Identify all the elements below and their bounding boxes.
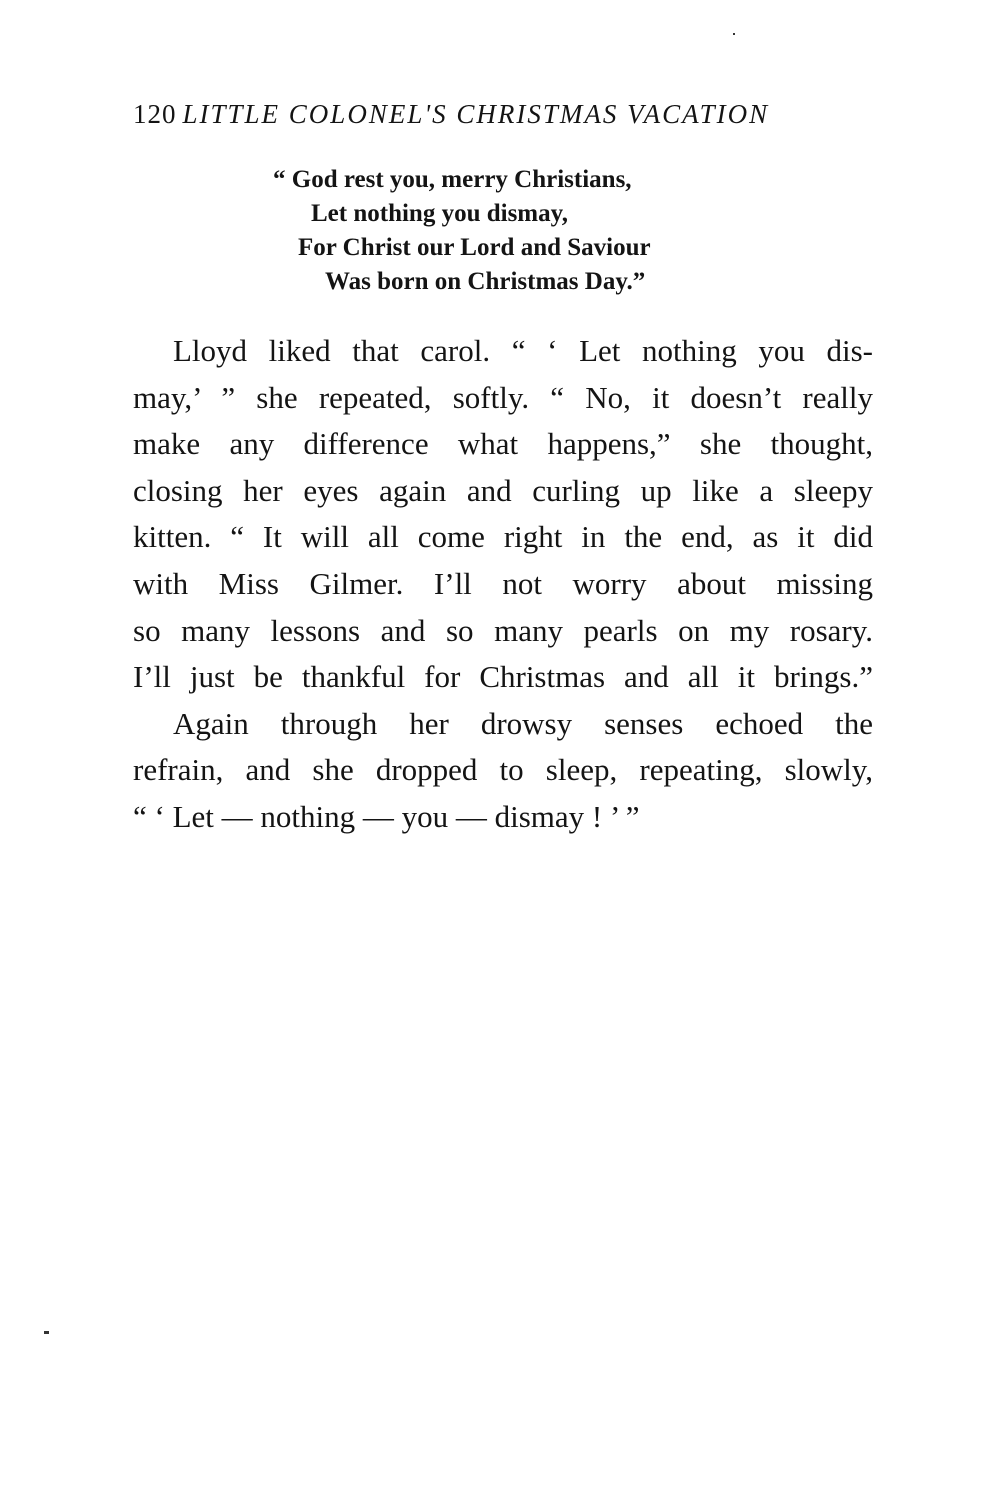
text-line: with Miss Gilmer. I’ll not worry about missing: [133, 565, 873, 601]
body-text: [133, 328, 873, 841]
text-line: Lloyd liked that carol. “ ‘ Let nothing you dis-: [173, 333, 873, 368]
scan-speck: [733, 33, 735, 35]
text-line: so many lessons and so many pearls on my rosary.: [133, 612, 873, 648]
verse-line: Was born on Christmas Day.”: [325, 268, 646, 295]
verse-line: “ God rest you, merry Christians,: [273, 166, 632, 193]
page-number: 120: [133, 99, 177, 129]
scan-speck: [44, 1331, 49, 1334]
running-title: LITTLE COLONEL'S CHRISTMAS VACATION: [182, 99, 770, 129]
text-line: closing her eyes again and curling up like a sleepy: [133, 472, 873, 508]
text-line: kitten. “ It will all come right in the end, as it did: [133, 519, 873, 555]
text-line: make any difference what happens,” she thought,: [133, 426, 873, 462]
text-line: may,’ ” she repeated, softly. “ No, it doesn’t really: [133, 379, 873, 415]
verse-line: Let nothing you dismay,: [311, 200, 569, 227]
text-line: I’ll just be thankful for Christmas and all it brings.”: [133, 659, 873, 695]
text-line: “ ‘ Let — nothing — you — dismay ! ’ ”: [133, 798, 640, 834]
text-line: Again through her drowsy senses echoed the: [173, 705, 873, 741]
running-head: [133, 97, 873, 131]
text-line: refrain, and she dropped to sleep, repeating, slowly,: [133, 752, 873, 788]
verse-line: For Christ our Lord and Saviour: [298, 234, 651, 261]
